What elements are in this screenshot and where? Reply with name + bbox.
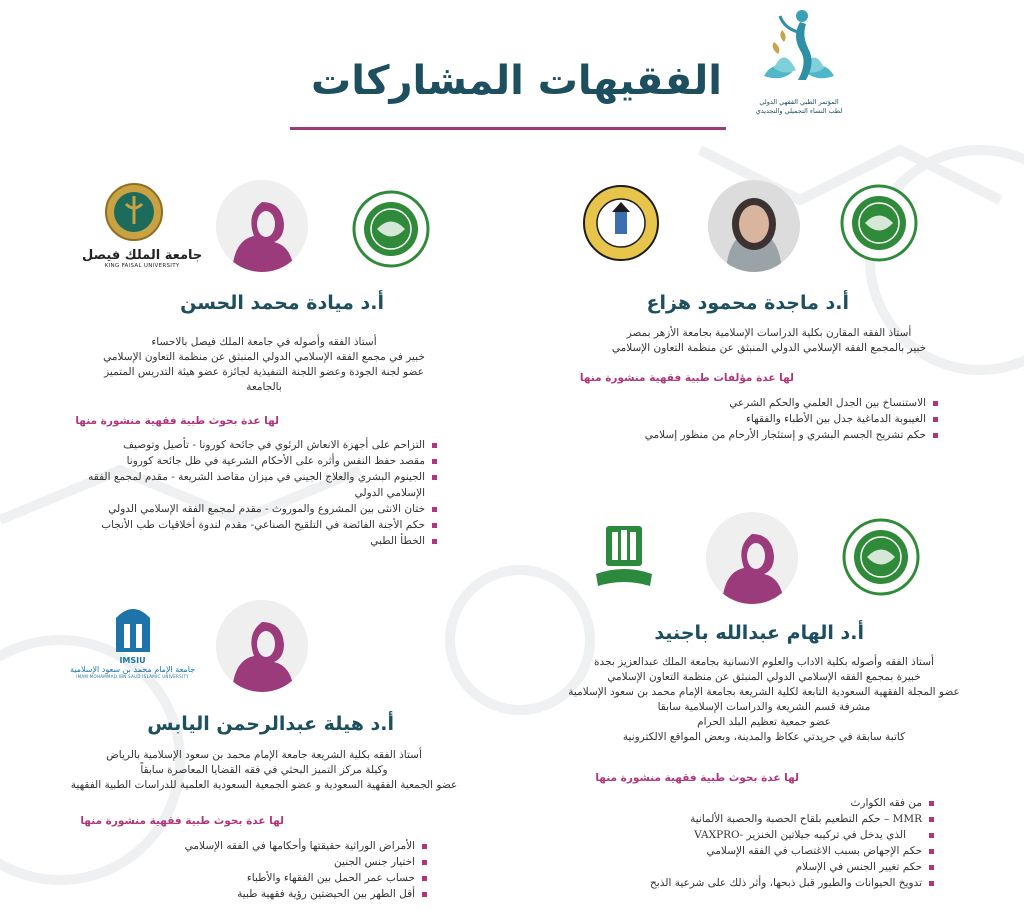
participant-bio: [44, 748, 484, 793]
publication-item: اختيار جنس الجنين: [185, 854, 429, 870]
conference-logo: [744, 6, 854, 126]
publication-item: الأمراض الوراثية حقيقتها وأحكامها في الفقه الإسلامي: [185, 838, 429, 854]
publication-item: ختان الانثى بين المشروع والموروث - مقدم لمجمع الفقه الإسلامي الدولي: [79, 501, 439, 517]
bio-line: خبيرة بمجمع الفقه الإسلامي الدولي المنبثق عن منظمة التعاون الإسلامي: [607, 671, 921, 683]
participant-name: أ.د الهام عبدالله باجنيد: [654, 622, 864, 644]
publication-item: مقصد حفظ النفس وأثره على الأحكام الشرعية في ظل جائحة كورونا: [79, 453, 439, 469]
participant-name: أ.د هيلة عبدالرحمن اليابس: [147, 713, 394, 735]
participant-bio: [604, 326, 934, 356]
participant-avatar-placeholder: [216, 600, 308, 692]
bio-line: عضو لجنة الجودة وعضو اللجنة التنفيذية لجائزة عضو هيئة التدريس المتميز: [104, 366, 424, 378]
bio-line: خبير بالمجمع الفقه الإسلامي الدولي المنبثق عن منظمة التعاون الإسلامي: [611, 342, 927, 354]
publications-heading: لها عدة بحوث طبية فقهية منشورة منها: [80, 815, 284, 827]
bio-line: أستاذ الفقه بكلية الشريعة جامعة الإمام محمد بن سعود الإسلامية بالرياض: [106, 749, 422, 761]
affiliation-label: جامعة الملك فيصل KING FAISAL UNIVERSITY: [82, 248, 203, 269]
publication-item: حكم تشريح الجسم البشري و إستئجار الأرحام من منظور إسلامي: [645, 427, 940, 443]
participant-photo: [708, 180, 800, 272]
publication-item: الجينوم البشري والعلاج الجيني في ميزان مقاصد الشريعة - مقدم لمجمع الفقه الإسلامي الدولي: [79, 469, 439, 501]
conference-name-line1: المؤتمر الطبي الفقهي الدولي: [759, 98, 839, 106]
publication-item: تدويخ الحيوانات والطيور قبل ذبحها، وأثر ذلك على شرعية الذبح: [650, 875, 936, 891]
bio-line: أستاذ الفقه وأصوله في جامعة الملك فيصل بالاحساء: [151, 336, 377, 348]
bio-line: كاتبة سابقة في جريدتي عكاظ والمدينة، وبعض المواقع الالكترونية: [622, 731, 906, 743]
bio-line: وكيلة مركز التميز البحثي في فقه القضايا المعاصرة سابقاً: [140, 764, 388, 776]
publication-item: MMR – حكم التطعيم بلقاح الحصبة والحصبة الألمانية: [650, 811, 936, 827]
publications-heading: لها عدة بحوث طبية فقهية منشورة منها: [595, 772, 799, 784]
title-divider: [290, 127, 726, 130]
bio-line: عضو جمعية تعظيم البلد الحرام: [697, 716, 831, 728]
hijab-woman-icon: [706, 512, 798, 604]
king-faisal-university-logo-icon: [104, 182, 164, 242]
publication-item: حكم الإجهاض بسبب الاغتصاب في الفقه الإسلامي: [650, 843, 936, 859]
publication-item: من فقه الكوارث: [650, 795, 936, 811]
king-abdulaziz-university-logo-icon: [592, 520, 656, 600]
publication-item: حكم الأجنة الفائضة في التلقيح الصناعي- مقدم لندوة أخلاقيات طب الأنجاب: [79, 517, 439, 533]
bio-line: عضو الجمعية الفقهية السعودية و عضو الجمعية السعودية العلمية للدراسات الطبية الفقهية: [70, 779, 458, 791]
participant-name: أ.د ماجدة محمود هزاع: [646, 292, 849, 314]
publication-item: حساب عمر الحمل بين الفقهاء والأطباء: [185, 870, 429, 886]
hijab-woman-icon: [216, 600, 308, 692]
page-header: [0, 0, 1024, 140]
hijab-woman-icon: [216, 180, 308, 272]
affiliation-label: IMSIU جامعة الإمام محمد بن سعود الإسلامية IMAM MOHAMMAD IBN SAUD ISLAMIC UNIVERSITY: [70, 656, 196, 679]
publications-list: [645, 395, 940, 443]
publication-item: الذي يدخل في تركيبه جيلاتين الخنزير -VAXPRO: [650, 827, 936, 843]
publication-item: الاستنساخ بين الجدل العلمي والحكم الشرعي: [645, 395, 940, 411]
publication-item: أقل الطهر بين الحيضتين رؤية فقهية طبية: [185, 886, 429, 902]
page-title: الفقيهات المشاركات: [311, 58, 722, 104]
islamic-fiqh-academy-seal-icon: [842, 518, 920, 596]
bio-line: خبير في مجمع الفقه الإسلامي الدولي المنبثق عن منظمة التعاون الإسلامي: [103, 351, 425, 363]
participant-avatar-placeholder: [706, 512, 798, 604]
participant-name: أ.د ميادة محمد الحسن: [180, 292, 384, 314]
publication-item: حكم تغيير الجنس في الإسلام: [650, 859, 936, 875]
islamic-fiqh-academy-seal-icon: [352, 190, 430, 268]
participant-avatar-placeholder: [216, 180, 308, 272]
publications-heading: لها عدة مؤلفات طبية فقهية منشورة منها: [579, 372, 794, 384]
al-azhar-university-logo-icon: [582, 184, 660, 262]
publications-list: [79, 437, 439, 549]
participant-bio: [554, 655, 974, 745]
lotus-woman-icon: [754, 6, 844, 98]
bio-line: أستاذ الفقه المقارن بكلية الدراسات الإسلامية بجامعة الأزهر بمصر: [626, 327, 912, 339]
bio-line: عضو المجلة الفقهية السعودية التابعة لكلية الشريعة بجامعة الإمام محمد بن سعود الإسلامية: [568, 686, 960, 698]
bio-line: بالجامعة: [246, 381, 282, 393]
publications-list: [650, 795, 936, 891]
publication-item: الخطأ الطبي: [79, 533, 439, 549]
participant-bio: [79, 335, 449, 395]
publication-item: الغيبوبة الدماغية جدل بين الأطباء والفقهاء: [645, 411, 940, 427]
bio-line: أستاذ الفقه وأصوله بكلية الاداب والعلوم الانسانية بجامعة الملك عبدالعزيز بجدة: [594, 656, 934, 668]
imam-university-logo-icon: [110, 598, 156, 654]
publications-heading: لها عدة بحوث طبية فقهية منشورة منها: [75, 415, 279, 427]
publications-list: [185, 838, 429, 902]
islamic-fiqh-academy-seal-icon: [840, 184, 918, 262]
publication-item: التزاحم على أجهزة الانعاش الرئوي في جائحة كورونا - تأصيل وتوصيف: [79, 437, 439, 453]
bio-line: مشرفة قسم الشريعة والدراسات الإسلامية سابقا: [657, 701, 871, 713]
conference-name-line2: لطب النساء التجميلي والتجديدي: [755, 107, 843, 115]
